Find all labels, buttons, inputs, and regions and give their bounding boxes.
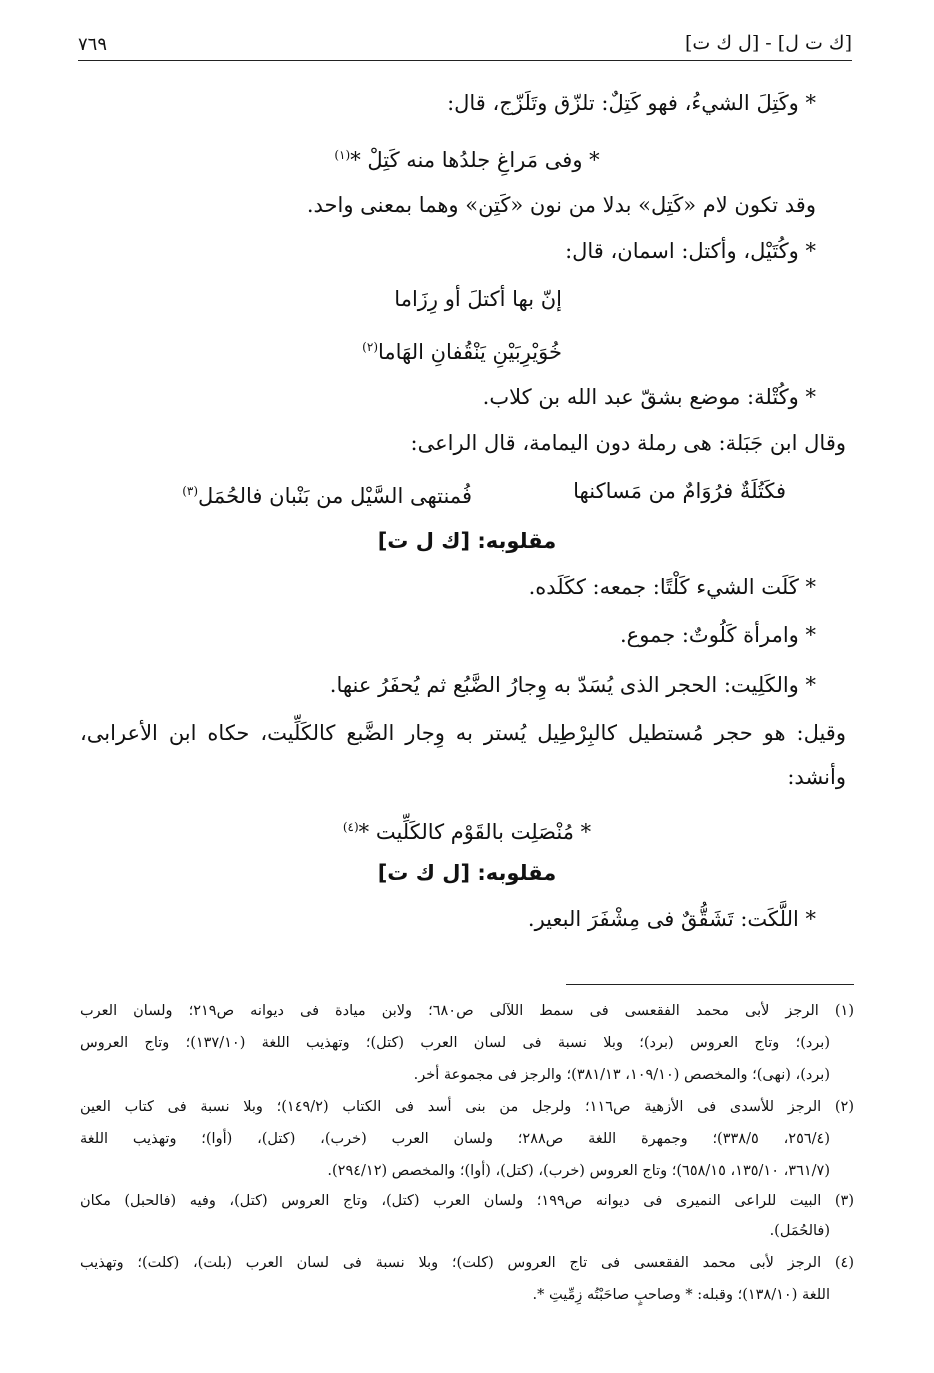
footnote-line: (٤) الرجز لأبى محمد الفقعسى فى تاج العروس (كلت)؛ وبلا نسبة فى لسان العرب (بلت)، (كلت)؛ وتهذيب	[80, 1255, 854, 1271]
footnote-line: (٢) الرجز للأسدى فى الأزهية ص١١٦؛ ولرجل من بنى أسد فى الكتاب (١٤٩/٢)؛ وبلا نسبة فى كتاب العين	[80, 1099, 855, 1115]
entry-line: وقال ابن جَبَلة: هى رملة دون اليمامة، قال الراعى:	[410, 431, 846, 455]
entry-line: وقيل: هو حجر مُستطيل كالبِرْطِيل يُستر به وِجار الضَّبع كالكَلِّيت، حكاه ابن الأعرابى،	[80, 721, 846, 745]
footnote-ref: (٢)	[362, 340, 378, 354]
entry-line: وقد تكون لام «كَتِل» بدلا من نون «كَتِن» وهما بمعنى واحد.	[306, 193, 816, 217]
section-heading: مقلوبه: [ل ك ت]	[377, 861, 557, 885]
entry-line: * وكُتْلة: موضع بشقّ عبد الله بن كلاب.	[482, 385, 816, 409]
verse-hemistich-1: فكَتُلَةٌ فرُوَامٌ من مَساكنها	[573, 479, 786, 503]
footnote-line: (١) الرجز لأبى محمد الفقعسى فى سمط اللآلى ص٦٨٠؛ ولابن ميادة فى ديوانه ص٢١٩؛ ولسان العرب	[80, 1003, 855, 1019]
verse-text: خُوَيْرِبَيْنِ يَنْقُفانِ الهَاما	[378, 340, 562, 364]
entry-line: * وكُتَيْل، وأكتل: اسمان، قال:	[565, 239, 816, 263]
verse-hemistich-2	[182, 476, 472, 511]
verse-text: * وفى مَراغِ جلدُها منه كَتِلْ *	[350, 148, 600, 172]
footnote-line: (٣٦١/٧، ١٣٥/١٠، ٦٥٨/١٥)؛ وتاج العروس (خرب)، (كتل)، (أوا)؛ والمخصص (٢٩٤/١٢).	[327, 1163, 830, 1179]
verse-line: إنّ بها أكتلَ أو رِزَاما	[394, 287, 562, 311]
page-header	[78, 30, 852, 61]
entry-line: * وكَتِلَ الشيءُ، فهو كَتِلٌ: تلزّق وتَلَزّج، قال:	[447, 91, 816, 115]
entry-line: * اللَّكَت: تَشَقُّقٌ فى مِشْفَرَ البعير.	[527, 907, 816, 931]
verse-text: * مُنْصَلِت بالقَوْم كالكَلِّيت *	[358, 820, 592, 844]
verse-line	[0, 812, 934, 847]
verse-line	[0, 140, 934, 175]
footnote-line: (٢٥٦/٤، ٣٣٨/٥)؛ وجمهرة اللغة ص٢٨٨؛ ولسان العرب (خرب)، (كتل)، (أوا)؛ وتهذيب اللغة	[80, 1131, 830, 1147]
entry-line: * والكَلِيت: الحجر الذى يُسَدّ به وِجارُ الضَّبُع ثم يُحفَرُ عنها.	[329, 673, 816, 697]
entry-line: * وامرأة كَلُوتٌ: جموع.	[620, 623, 816, 647]
section-heading: مقلوبه: [ك ل ت]	[377, 529, 557, 553]
footnote-ref: (٤)	[342, 820, 359, 834]
footnote-separator	[566, 984, 854, 985]
footnote-line: (فالحُمَل).	[769, 1223, 830, 1239]
footnote-ref: (٣)	[182, 484, 199, 498]
footnote-line: (٣) البيت للراعى النميرى فى ديوانه ص١٩٩؛ ولسان العرب (كتل)، وتاج العروس (كتل)، وفيه (فالحبل) مكان	[80, 1193, 855, 1209]
footnote-line: (برد)؛ وتاج العروس (برد)؛ وبلا نسبة فى لسان العرب (كتل)؛ وتهذيب اللغة (١٣٧/١٠)؛ وتاج العروس	[80, 1035, 831, 1051]
verse-line	[362, 332, 562, 367]
entry-line: * كَلَت الشيء كَلْتًا: جمعه: ككَلَده.	[528, 575, 816, 599]
footnote-line: اللغة (١٣٨/١٠)؛ وقبله: * وصاحبٍ صاحَبْتُه زِمِّيتِ *.	[532, 1287, 830, 1303]
running-head: [ك ت ل] - [ل ك ت]	[684, 32, 852, 54]
entry-line: وأنشد:	[787, 765, 846, 789]
footnote-ref: (١)	[334, 148, 351, 162]
footnote-line: (برد)، (نهى)؛ والمخصص (١٠٩/١٠، ٣٨١/١٣)؛ والرجز فى مجموعة أخر.	[413, 1067, 830, 1083]
verse-text: فُمنتهى السَّيْل من بَنْبان فالحُمَل	[198, 484, 472, 508]
page-number: ٧٦٩	[78, 34, 108, 55]
